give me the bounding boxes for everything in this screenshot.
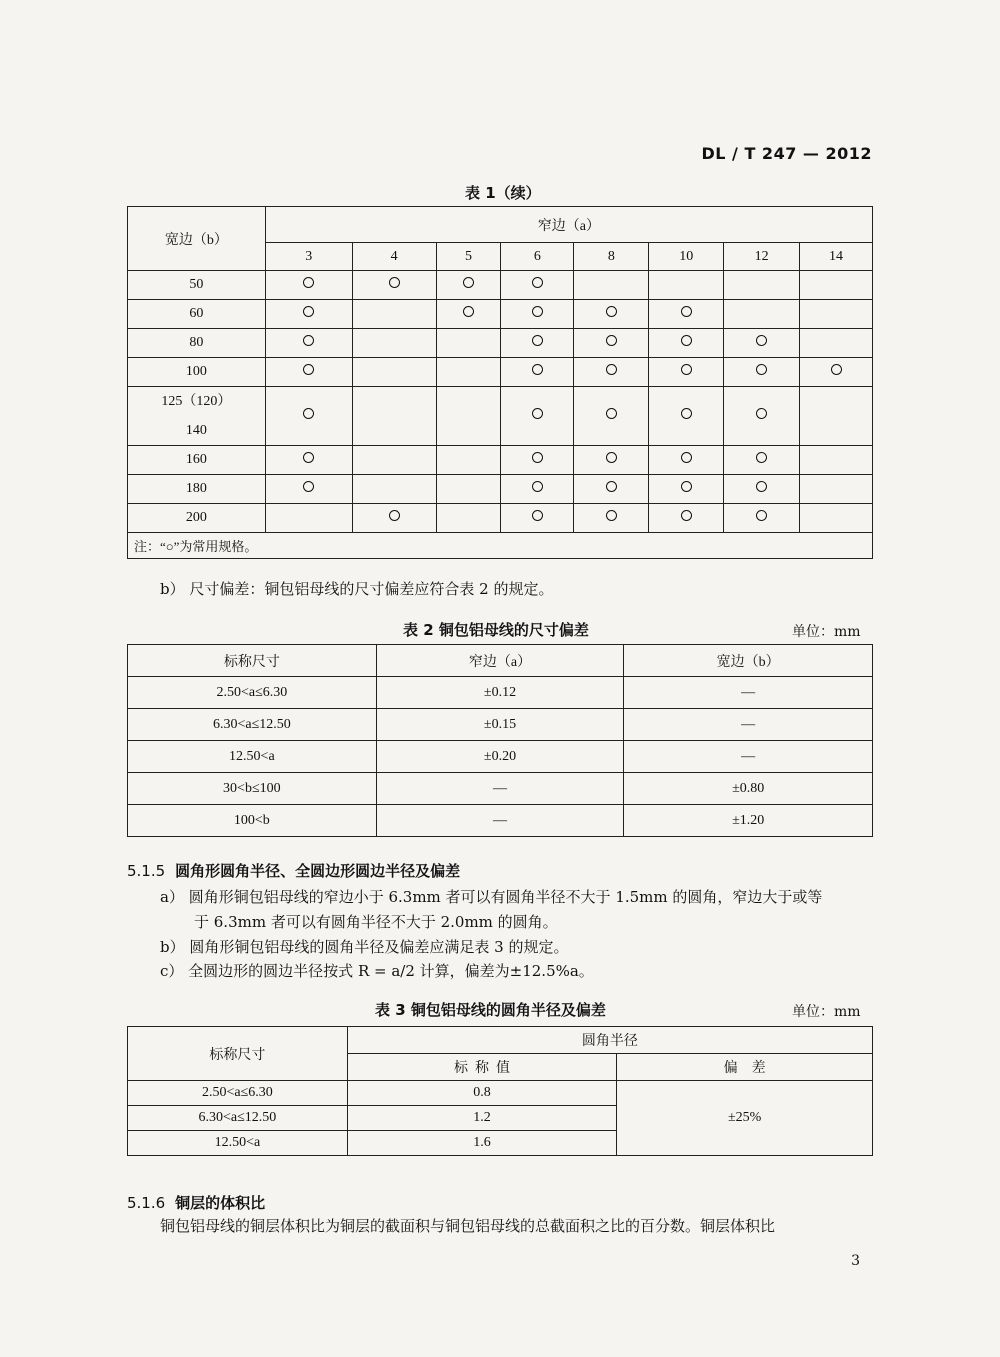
table2-cell: — [624,709,873,741]
table3-nominal-cell: 0.8 [347,1081,617,1106]
table1-mark-cell [800,387,873,446]
table1-width-cell: 80 [128,329,266,358]
table2-cell: ±1.20 [624,805,873,837]
common-spec-mark [606,408,617,419]
table1-mark-cell [574,358,649,387]
table1-mark-cell [265,504,352,533]
common-spec-mark [532,277,543,288]
table3-size-cell: 6.30<a≤12.50 [128,1106,348,1131]
table2-cell: ±0.20 [376,741,624,773]
table2-cell: ±0.15 [376,709,624,741]
page-number: 3 [851,1253,860,1269]
table1-mark-cell [436,329,501,358]
table1-width-cell: 60 [128,300,266,329]
common-spec-mark [681,408,692,419]
table1-mark-cell [352,475,436,504]
common-spec-mark [303,306,314,317]
table1-narrow-value: 6 [501,243,574,271]
table1-mark-cell [574,300,649,329]
table1-width-cell: 160 [128,446,266,475]
common-spec-mark [756,481,767,492]
table1-mark-cell [724,387,800,446]
table2-cell: ±0.12 [376,677,624,709]
common-spec-mark [303,481,314,492]
table2-caption: 表 2 铜包铝母线的尺寸偏差 [403,621,589,639]
table3-deviation-cell: ±25% [617,1081,873,1156]
common-spec-mark [756,364,767,375]
table1-mark-cell [436,475,501,504]
table1-mark-cell [724,358,800,387]
item-515-b: b） 圆角形铜包铝母线的圆角半径及偏差应满足表 3 的规定。 [160,938,569,956]
table1-mark-cell [574,475,649,504]
table1-width-cell: 180 [128,475,266,504]
table1-narrow-value: 12 [724,243,800,271]
table1-mark-cell [436,300,501,329]
common-spec-mark [532,408,543,419]
common-spec-mark [389,277,400,288]
item-515-a-line2: 于 6.3mm 者可以有圆角半径不大于 2.0mm 的圆角。 [194,913,558,931]
table1-mark-cell [265,300,352,329]
table1-narrow-value: 3 [265,243,352,271]
common-spec-mark [681,510,692,521]
common-spec-mark [606,364,617,375]
section-515-heading [127,860,460,881]
table1-width-cell: 200 [128,504,266,533]
table1-narrow-header: 窄边（a） [265,207,872,243]
table3 [127,1026,873,1156]
common-spec-mark [303,277,314,288]
table2-header-cell: 窄边（a） [376,645,624,677]
table1-width-cell: 50 [128,271,266,300]
table1-mark-cell [352,358,436,387]
common-spec-mark [532,306,543,317]
table1-mark-cell [436,446,501,475]
table1-mark-cell [800,475,873,504]
table1-mark-cell [436,504,501,533]
table1-mark-cell [265,475,352,504]
table1-width-cell [128,387,266,446]
table1-mark-cell [265,387,352,446]
common-spec-mark [532,481,543,492]
common-spec-mark [756,510,767,521]
table1-mark-cell [649,271,724,300]
table2-cell: 2.50<a≤6.30 [128,677,377,709]
table2-cell: 30<b≤100 [128,773,377,805]
table1-mark-cell [574,446,649,475]
table2-cell: ±0.80 [624,773,873,805]
common-spec-mark [681,306,692,317]
table1-mark-cell [574,271,649,300]
table2-cell: — [376,805,624,837]
table3-nominal-header: 标 称 值 [347,1054,617,1081]
table1-mark-cell [352,446,436,475]
table1-mark-cell [649,387,724,446]
table1-mark-cell [352,504,436,533]
table3-size-header: 标称尺寸 [128,1027,348,1081]
table1-mark-cell [800,358,873,387]
table1-mark-cell [265,329,352,358]
common-spec-mark [463,277,474,288]
common-spec-mark [756,335,767,346]
table1-mark-cell [724,300,800,329]
table1-mark-cell [265,271,352,300]
common-spec-mark [831,364,842,375]
table1-mark-cell [800,300,873,329]
common-spec-mark [606,510,617,521]
common-spec-mark [681,452,692,463]
table1-mark-cell [724,329,800,358]
table1-mark-cell [352,271,436,300]
table3-nominal-cell: 1.6 [347,1131,617,1156]
common-spec-mark [681,364,692,375]
table3-nominal-cell: 1.2 [347,1106,617,1131]
common-spec-mark [532,452,543,463]
common-spec-mark [606,335,617,346]
common-spec-mark [303,452,314,463]
table2-cell: — [624,741,873,773]
table1-mark-cell [800,329,873,358]
table1-mark-cell [501,446,574,475]
common-spec-mark [389,510,400,521]
table1-mark-cell [501,504,574,533]
section-516-title: 铜层的体积比 [175,1194,266,1212]
table1-mark-cell [265,446,352,475]
common-spec-mark [463,306,474,317]
table1-narrow-value: 10 [649,243,724,271]
common-spec-mark [303,408,314,419]
table1-width-cell: 100 [128,358,266,387]
table1-mark-cell [265,358,352,387]
table2-cell: 100<b [128,805,377,837]
common-spec-mark [532,510,543,521]
table1-mark-cell [352,329,436,358]
common-spec-mark [681,481,692,492]
table1-mark-cell [501,358,574,387]
table3-size-cell: 12.50<a [128,1131,348,1156]
table1-mark-cell [724,446,800,475]
table1-mark-cell [649,358,724,387]
table1-mark-cell [436,358,501,387]
section-516-text: 铜包铝母线的铜层体积比为铜层的截面积与铜包铝母线的总截面积之比的百分数。铜层体积比 [160,1217,776,1235]
table1-mark-cell [724,475,800,504]
table1-mark-cell [724,271,800,300]
table2-cell: 12.50<a [128,741,377,773]
table2-header-cell: 标称尺寸 [128,645,377,677]
table2-cell: — [376,773,624,805]
table3-deviation-header: 偏 差 [617,1054,873,1081]
common-spec-mark [532,335,543,346]
table2-cell: 6.30<a≤12.50 [128,709,377,741]
table1-mark-cell [436,271,501,300]
table2-cell: — [624,677,873,709]
table1-mark-cell [649,446,724,475]
table1-mark-cell [352,387,436,446]
item-515-c: c） 全圆边形的圆边半径按式 R = a/2 计算，偏差为±12.5%a。 [160,962,594,980]
table1-mark-cell [501,387,574,446]
section-516-heading [127,1192,265,1213]
item-b-text: b） 尺寸偏差：铜包铝母线的尺寸偏差应符合表 2 的规定。 [160,580,554,598]
common-spec-mark [756,408,767,419]
common-spec-mark [606,481,617,492]
common-spec-mark [606,306,617,317]
table1-note: 注：“○”为常用规格。 [128,533,873,559]
table2-unit: 单位：mm [792,624,861,640]
table1-mark-cell [649,329,724,358]
table1-mark-cell [649,475,724,504]
table1-mark-cell [436,387,501,446]
table3-unit: 单位：mm [792,1004,861,1020]
table1-mark-cell [501,329,574,358]
table1-mark-cell [574,387,649,446]
table3-size-cell: 2.50<a≤6.30 [128,1081,348,1106]
table1-mark-cell [800,271,873,300]
table1-mark-cell [501,300,574,329]
table2 [127,644,873,837]
table1-mark-cell [501,271,574,300]
common-spec-mark [303,335,314,346]
table1-mark-cell [574,329,649,358]
table1-width-label: 140 [185,423,207,438]
document-id: DL / T 247 — 2012 [701,144,872,163]
common-spec-mark [681,335,692,346]
table1-mark-cell [649,504,724,533]
table1-narrow-value: 14 [800,243,873,271]
section-515-title: 圆角形圆角半径、全圆边形圆边半径及偏差 [175,862,461,880]
common-spec-mark [532,364,543,375]
table1-mark-cell [800,446,873,475]
common-spec-mark [756,452,767,463]
item-515-a-line1: a） 圆角形铜包铝母线的窄边小于 6.3mm 者可以有圆角半径不大于 1.5mm 的圆角，窄边大于或等 [160,888,823,906]
common-spec-mark [303,364,314,375]
table1-mark-cell [501,475,574,504]
table1-caption: 表 1（续） [465,184,541,202]
table1-width-label: 125（120） [161,394,232,409]
section-515-number: 5.1.5 [127,862,166,880]
table1-narrow-value: 8 [574,243,649,271]
table3-radius-header: 圆角半径 [347,1027,872,1054]
table1-mark-cell [724,504,800,533]
section-516-number: 5.1.6 [127,1194,166,1212]
table1-narrow-value: 4 [352,243,436,271]
common-spec-mark [606,452,617,463]
table1-mark-cell [352,300,436,329]
table1-mark-cell [800,504,873,533]
table1-width-header: 宽边（b） [128,207,266,271]
table1 [127,206,873,559]
table1-mark-cell [574,504,649,533]
table3-caption: 表 3 铜包铝母线的圆角半径及偏差 [375,1001,606,1019]
table2-header-cell: 宽边（b） [624,645,873,677]
table1-mark-cell [649,300,724,329]
table1-narrow-value: 5 [436,243,501,271]
